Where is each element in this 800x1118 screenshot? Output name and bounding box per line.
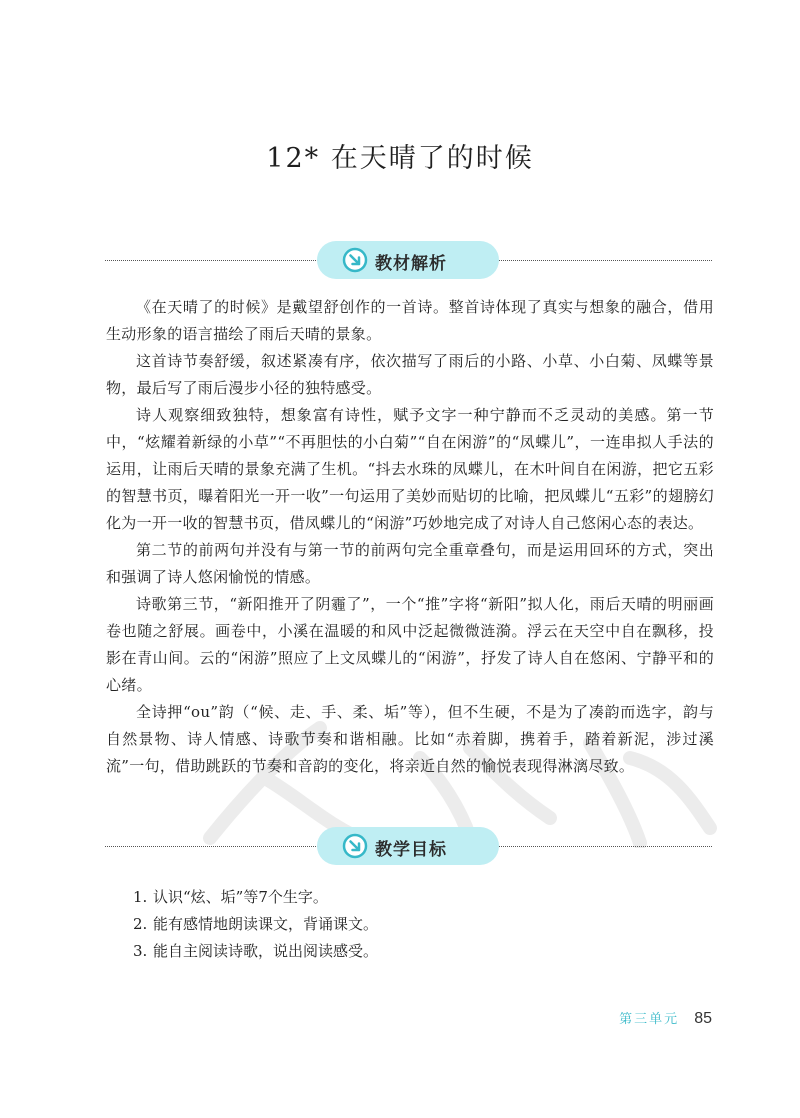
item-text: 能自主阅读诗歌，说出阅读感受。 (153, 942, 379, 960)
list-item (133, 938, 378, 965)
paragraph: 《在天晴了的时候》是戴望舒创作的一首诗。整首诗体现了真实与想象的融合，借用生动形象的语言描绘了雨后天晴的景象。 (106, 298, 714, 343)
section-label: 教学目标 (375, 840, 447, 860)
section-header-goals (105, 827, 712, 865)
goals-list (133, 884, 378, 965)
section-label: 教材解析 (375, 254, 447, 274)
item-number: 3. (133, 942, 148, 960)
item-text: 认识“炫、垢”等7个生字。 (153, 888, 328, 906)
arrow-down-right-icon (342, 247, 368, 273)
item-text: 能有感情地朗读课文，背诵课文。 (153, 915, 379, 933)
paragraph: 诗歌第三节，“新阳推开了阴霾了”，一个“推”字将“新阳”拟人化，雨后天晴的明丽画卷也随之舒展。画卷中，小溪在温暖的和风中泛起微微涟漪。浮云在天空中自在飘移，投影在青山间。云的“闲游”照应了上文凤蝶儿的“闲游”，抒发了诗人自在悠闲、宁静平和的心绪。 (106, 595, 714, 694)
analysis-text (106, 294, 714, 780)
paragraph: 这首诗节奏舒缓，叙述紧凑有序，依次描写了雨后的小路、小草、小白菊、凤蝶等景物，最后写了雨后漫步小径的独特感受。 (106, 352, 714, 397)
paragraph: 全诗押“ou”韵（“候、走、手、柔、垢”等），但不生硬，不是为了凑韵而选字，韵与自然景物、诗人情感、诗歌节奏和谐相融。比如“赤着脚，携着手，踏着新泥，涉过溪流”一句，借助跳跃的节奏和音韵的变化，将亲近自然的愉悦表现得淋漓尽致。 (106, 703, 714, 775)
item-number: 2. (133, 915, 148, 933)
section-pill (317, 241, 499, 279)
list-item (133, 911, 378, 938)
section-header-analysis (105, 241, 712, 279)
paragraph: 诗人观察细致独特，想象富有诗性，赋予文字一种宁静而不乏灵动的美感。第一节中，“炫耀着新绿的小草”“不再胆怯的小白菊”“自在闲游”的“凤蝶儿”，一连串拟人手法的运用，让雨后天晴的景象充满了生机。“抖去水珠的凤蝶儿，在木叶间自在闲游，把它五彩的智慧书页，曝着阳光一开一收”一句运用了美妙而贴切的比喻，把凤蝶儿“五彩”的翅膀幻化为一开一收的智慧书页，借凤蝶儿的“闲游”巧妙地完成了对诗人自己悠闲心态的表达。 (106, 406, 714, 532)
paragraph: 第二节的前两句并没有与第一节的前两句完全重章叠句，而是运用回环的方式，突出和强调了诗人悠闲愉悦的情感。 (106, 541, 714, 586)
arrow-down-right-icon (342, 833, 368, 859)
list-item (133, 884, 378, 911)
page-footer (619, 1008, 712, 1028)
item-number: 1. (133, 888, 148, 906)
page-number: 85 (694, 1010, 712, 1027)
page-title: 12* 在天晴了的时候 (266, 143, 534, 174)
unit-label: 第三单元 (619, 1012, 680, 1027)
section-pill (317, 827, 499, 865)
